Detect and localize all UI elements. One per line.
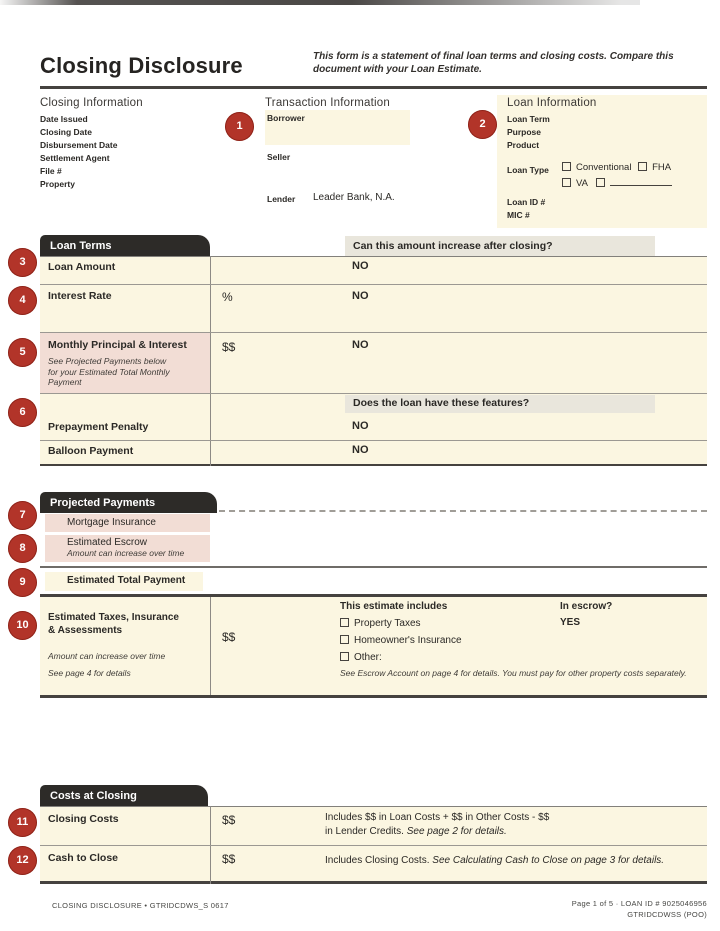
prepayment-penalty-label: Prepayment Penalty xyxy=(48,421,149,433)
monthly-pi-unit: $$ xyxy=(222,340,236,354)
mortgage-insurance-label: Mortgage Insurance xyxy=(67,517,156,528)
costs-row-divider xyxy=(40,845,707,846)
monthly-pi-label: Monthly Principal & Interest xyxy=(48,339,187,351)
taxes-amount: $$ xyxy=(222,630,236,644)
callout-10: 10 xyxy=(8,611,37,640)
loan-type-options-line2 xyxy=(562,176,672,189)
escrow-footnote: See Escrow Account on page 4 for details. You must pay for other property costs separately. xyxy=(340,668,687,678)
page-subtitle: This form is a statement of final loan terms and closing costs. Compare this document with your Loan Estimate. xyxy=(313,51,674,75)
borrower-highlight-box xyxy=(265,110,410,145)
loan-terms-row-divider-3 xyxy=(40,393,707,394)
estimated-total-payment-row xyxy=(45,572,203,591)
lender-value: Leader Bank, N.A. xyxy=(313,192,395,203)
estimate-includes-header: This estimate includes xyxy=(340,601,448,612)
cash-to-close-desc-italic: See Calculating Cash to Close on page 3 for details. xyxy=(432,855,665,866)
projected-payments-rule xyxy=(40,566,707,568)
borrower-label: Borrower xyxy=(267,113,305,123)
loan-terms-row-divider-2 xyxy=(40,332,707,333)
estimated-escrow-row xyxy=(45,535,210,562)
taxes-note-1: Amount can increase over time xyxy=(48,651,166,661)
callout-11: 11 xyxy=(8,808,37,837)
cash-to-close-amount: $$ xyxy=(222,852,236,866)
loan-features-question-band: Does the loan have these features? xyxy=(345,395,655,413)
scan-artifact-band xyxy=(0,0,640,5)
footer-form-code: GTRIDCDWSS (POO) xyxy=(627,910,707,919)
field-settlement-agent: Settlement Agent xyxy=(40,153,110,163)
homeowners-insurance-checkbox-icon xyxy=(340,635,349,644)
taxes-note-2: See page 4 for details xyxy=(48,668,131,678)
loan-type-label: Loan Type xyxy=(507,165,549,175)
callout-6: 6 xyxy=(8,398,37,427)
product-label: Product xyxy=(507,140,540,150)
prepayment-penalty-answer: NO xyxy=(352,420,369,432)
cash-to-close-label: Cash to Close xyxy=(48,852,119,864)
callout-5: 5 xyxy=(8,338,37,367)
other-label: Other: xyxy=(354,652,382,663)
monthly-pi-note: See Projected Payments below for your Estimated Total Monthly Payment xyxy=(48,356,170,387)
loan-type-conventional: Conventional xyxy=(576,162,632,173)
callout-1: 1 xyxy=(225,112,254,141)
transaction-information-heading: Transaction Information xyxy=(265,97,390,109)
closing-costs-desc-line1: Includes $$ in Loan Costs + $$ in Other Costs - $$ xyxy=(325,812,550,823)
loan-terms-row-divider-1 xyxy=(40,284,707,285)
purpose-label: Purpose xyxy=(507,127,542,137)
va-checkbox-icon xyxy=(562,178,571,187)
property-taxes-checkbox-icon xyxy=(340,618,349,627)
field-closing-date: Closing Date xyxy=(40,127,92,137)
loan-terms-column-divider xyxy=(210,256,211,466)
loan-type-options-line1 xyxy=(562,162,671,173)
callout-9: 9 xyxy=(8,568,37,597)
loan-terms-row-divider-4 xyxy=(40,440,707,441)
estimated-total-payment-label: Estimated Total Payment xyxy=(67,575,186,586)
field-property: Property xyxy=(40,179,75,189)
interest-rate-unit: % xyxy=(222,290,233,304)
includes-property-taxes xyxy=(340,618,421,629)
page-title: Closing Disclosure xyxy=(40,53,243,78)
includes-other xyxy=(340,652,382,663)
interest-rate-label: Interest Rate xyxy=(48,290,112,302)
closing-costs-desc-line2-italic: See page 2 for details. xyxy=(406,826,507,837)
balloon-payment-answer: NO xyxy=(352,444,369,456)
loan-terms-question-band: Can this amount increase after closing? xyxy=(345,236,655,256)
closing-costs-desc-line2-normal: in Lender Credits. xyxy=(325,826,407,837)
loan-amount-answer: NO xyxy=(352,260,369,272)
closing-costs-desc-line2 xyxy=(325,826,507,837)
other-checkbox-icon xyxy=(340,652,349,661)
cash-to-close-desc-normal: Includes Closing Costs. xyxy=(325,855,433,866)
callout-4: 4 xyxy=(8,286,37,315)
costs-at-closing-tab: Costs at Closing xyxy=(40,785,208,806)
projected-payments-dashed-rule xyxy=(219,510,707,512)
closing-information-heading: Closing Information xyxy=(40,97,143,109)
loan-type-fha: FHA xyxy=(652,162,672,173)
seller-label: Seller xyxy=(267,152,291,162)
closing-costs-label: Closing Costs xyxy=(48,813,119,825)
loan-type-va: VA xyxy=(576,178,588,189)
loan-type-blank-line xyxy=(610,176,672,186)
other-loan-type-checkbox-icon xyxy=(596,178,605,187)
footer-left: CLOSING DISCLOSURE • GTRIDCDWS_S 0617 xyxy=(52,901,229,910)
lender-label: Lender xyxy=(267,194,296,204)
interest-rate-answer: NO xyxy=(352,290,369,302)
balloon-payment-label: Balloon Payment xyxy=(48,445,134,457)
includes-homeowners-insurance xyxy=(340,635,462,646)
in-escrow-answer: YES xyxy=(560,617,581,628)
estimated-escrow-label: Estimated Escrow xyxy=(67,537,148,548)
header-rule xyxy=(40,86,707,89)
property-taxes-label: Property Taxes xyxy=(354,618,421,629)
callout-12: 12 xyxy=(8,846,37,875)
loan-amount-label: Loan Amount xyxy=(48,261,116,273)
fha-checkbox-icon xyxy=(638,162,647,171)
conventional-checkbox-icon xyxy=(562,162,571,171)
field-file-number: File # xyxy=(40,166,62,176)
taxes-label-line2: & Assessments xyxy=(48,625,123,636)
footer-page-loanid: Page 1 of 5 · LOAN ID # 9025046956 xyxy=(571,899,707,908)
field-date-issued: Date Issued xyxy=(40,114,88,124)
cash-to-close-desc xyxy=(325,855,664,866)
estimated-escrow-note: Amount can increase over time xyxy=(67,548,185,558)
loan-id-label: Loan ID # xyxy=(507,197,546,207)
callout-7: 7 xyxy=(8,501,37,530)
homeowners-insurance-label: Homeowner's Insurance xyxy=(354,635,462,646)
callout-3: 3 xyxy=(8,248,37,277)
closing-costs-amount: $$ xyxy=(222,813,236,827)
callout-8: 8 xyxy=(8,534,37,563)
loan-term-label: Loan Term xyxy=(507,114,550,124)
loan-information-heading: Loan Information xyxy=(507,97,597,109)
taxes-label-line1: Estimated Taxes, Insurance xyxy=(48,612,179,623)
callout-2: 2 xyxy=(468,110,497,139)
mortgage-insurance-row xyxy=(45,514,210,532)
mic-label: MIC # xyxy=(507,210,530,220)
loan-terms-tab: Loan Terms xyxy=(40,235,210,256)
footer-right xyxy=(407,898,707,920)
in-escrow-header: In escrow? xyxy=(560,601,613,612)
projected-payments-tab: Projected Payments xyxy=(40,492,217,513)
monthly-pi-answer: NO xyxy=(352,339,369,351)
field-disbursement-date: Disbursement Date xyxy=(40,140,118,150)
taxes-column-divider xyxy=(210,597,211,695)
